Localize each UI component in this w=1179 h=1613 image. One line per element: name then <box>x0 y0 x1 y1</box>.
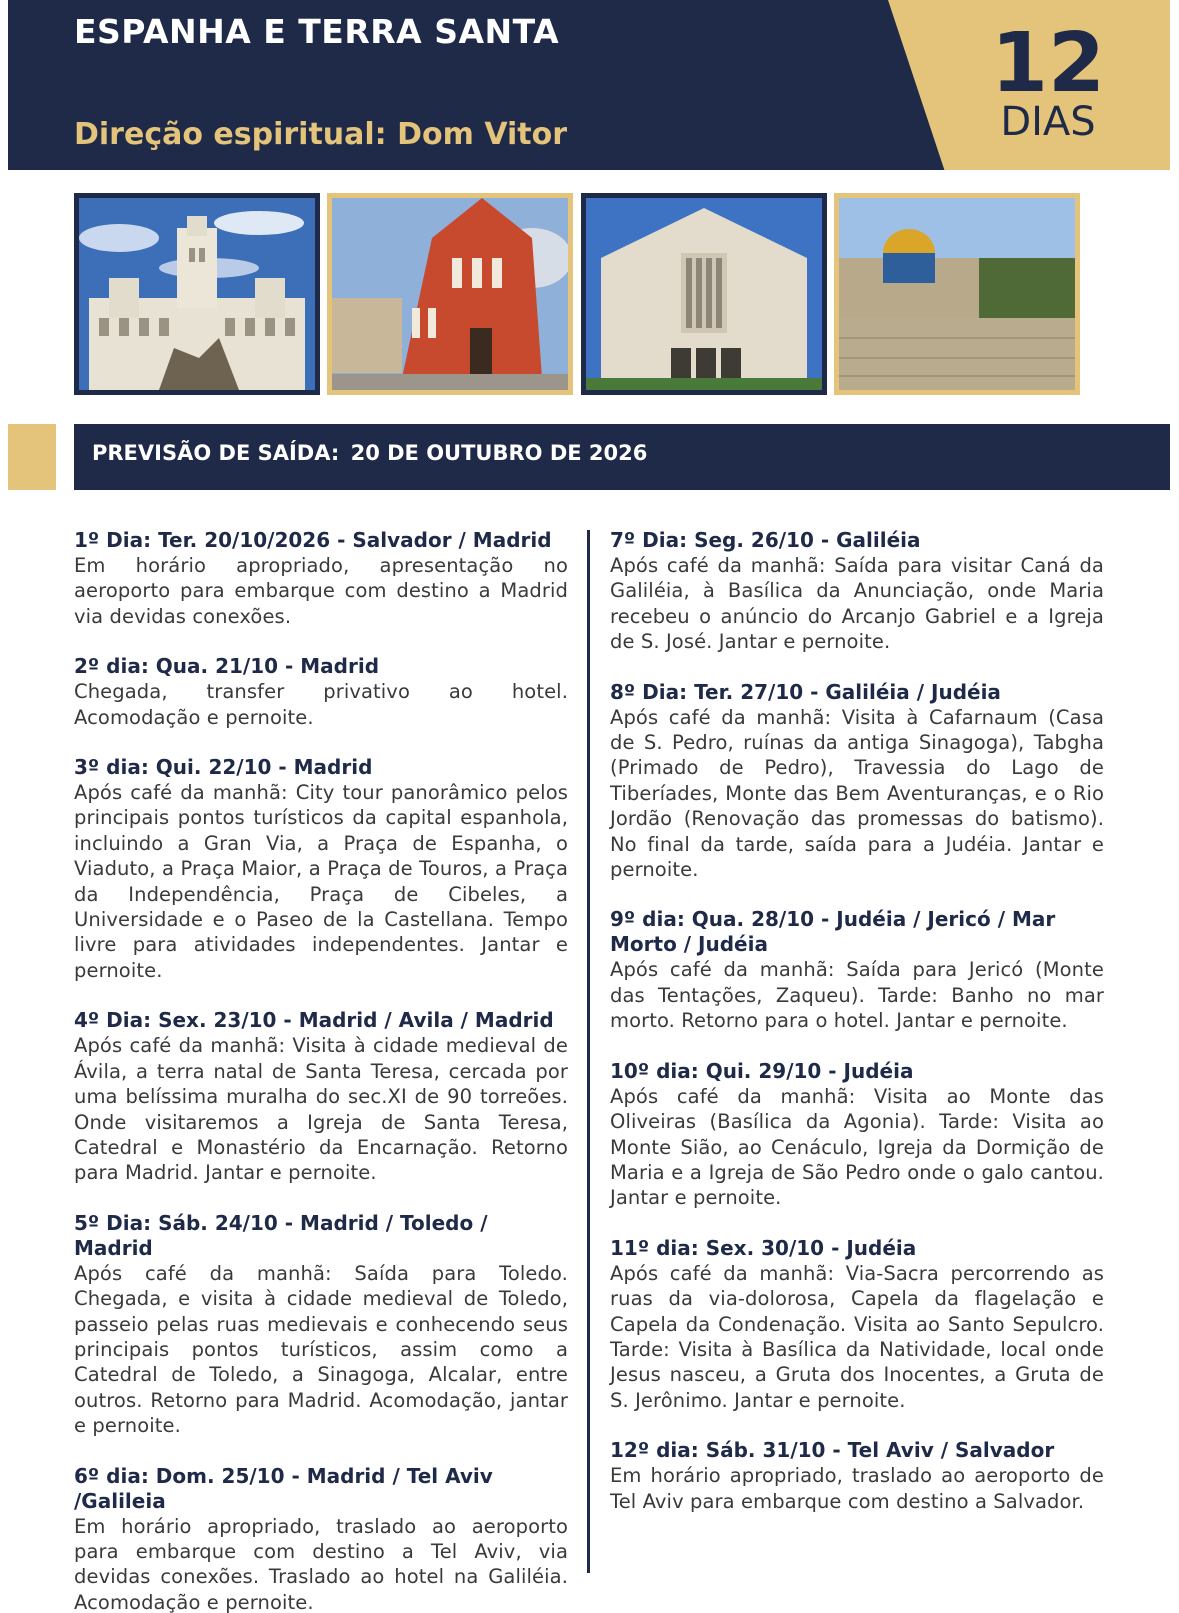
day-heading: 11º dia: Sex. 30/10 - Judéia <box>610 1235 917 1260</box>
day-description: Após café da manhã: City tour panorâmico pelos principais pontos turísticos da capital espanhola, incluindo a Gran Via, a Praça de Espanha, o Viaduto, a Praça Maior, a Praça de Touros, a Praça da Independência, Praça de Cibeles, a Universidade e o Paseo de la Castellana. Tempo livre para atividades independentes. Jantar e pernoite. <box>74 781 568 982</box>
day-description: Em horário apropriado, apresentação no aeroporto para embarque com destino a Madrid via devidas conexões. <box>74 554 568 628</box>
page-title: ESPANHA E TERRA SANTA <box>74 12 560 51</box>
day-description: Após café da manhã: Saída para Jericó (Monte das Tentações, Zaqueu). Tarde: Banho no mar morto. Retorno para o hotel. Jantar e pernoite. <box>610 958 1104 1033</box>
day-4 <box>74 1008 568 1185</box>
day-11 <box>610 1236 1104 1413</box>
day-heading: 4º Dia: Sex. 23/10 - Madrid / Avila / Madrid <box>74 1008 554 1033</box>
day-description: Em horário apropriado, traslado ao aeroporto para embarque com destino a Tel Aviv, via devidas conexões. Traslado ao hotel na Galiléia. Acomodação e pernoite. <box>74 1514 568 1613</box>
day-12 <box>610 1438 1104 1514</box>
day-heading: 8º Dia: Ter. 27/10 - Galiléia / Judéia <box>610 679 1001 704</box>
day-5 <box>74 1211 568 1439</box>
day-10 <box>610 1059 1104 1211</box>
photo-basilica-anunciacao <box>581 193 827 395</box>
departure-label <box>92 441 647 465</box>
day-heading: 5º Dia: Sáb. 24/10 - Madrid / Toledo / Madrid <box>74 1210 488 1260</box>
departure-gold-tab <box>8 424 56 490</box>
day-description: Em horário apropriado, traslado ao aeroporto de Tel Aviv para embarque com destino a Salvador. <box>610 1464 1104 1513</box>
day-9 <box>610 907 1104 1033</box>
basilica-anunciacao-icon <box>586 198 822 390</box>
day-description: Após café da manhã: Via-Sacra percorrendo as ruas da via-dolorosa, Capela da flagelação e Capela da Condenação. Visita ao Santo Sepulcro. Tarde: Visita à Basílica da Natividade, local onde Jesus nasceu, a Gruta dos Inocentes, a Gruta de S. Jerônimo. Jantar e pernoite. <box>610 1261 1104 1412</box>
domo-da-rocha-icon <box>839 198 1075 390</box>
day-8 <box>610 680 1104 883</box>
photo-red-church <box>327 193 573 395</box>
photo-palacio-cibeles <box>74 193 320 395</box>
day-heading: 3º dia: Qui. 22/10 - Madrid <box>74 755 373 780</box>
day-1 <box>74 528 568 629</box>
itinerary-right-column <box>610 528 1104 1539</box>
day-description: Após café da manhã: Saída para Toledo. Chegada, e visita à cidade medieval de Toledo, passeio pelas ruas medievais e conhecendo seus principais pontos turísticos, assim como a Catedral de Toledo, a Sinagoga, Alcalar, entre outros. Retorno para Madrid. Acomodação, jantar e pernoite. <box>74 1261 568 1438</box>
column-divider <box>587 530 590 1573</box>
day-description: Chegada, transfer privativo ao hotel. Acomodação e pernoite. <box>74 680 568 729</box>
days-number: 12 <box>990 16 1106 111</box>
day-heading: 6º dia: Dom. 25/10 - Madrid / Tel Aviv /Galileia <box>74 1463 493 1513</box>
departure-date: 20 DE OUTUBRO DE 2026 <box>350 441 648 465</box>
red-brick-church-icon <box>332 198 568 390</box>
departure-prefix: PREVISÃO DE SAÍDA: <box>92 441 340 465</box>
day-heading: 7º Dia: Seg. 26/10 - Galiléia <box>610 528 921 552</box>
photo-domo-da-rocha <box>834 193 1080 395</box>
itinerary-left-column <box>74 528 568 1613</box>
day-description: Após café da manhã: Visita ao Monte das Oliveiras (Basílica da Agonia). Tarde: Visita ao Monte Sião, ao Cenáculo, Igreja da Dormição de Maria e a Igreja de São Pedro onde o galo cantou. Jantar e pernoite. <box>610 1084 1104 1210</box>
day-heading: 10º dia: Qui. 29/10 - Judéia <box>610 1058 914 1083</box>
day-heading: 9º dia: Qua. 28/10 - Judéia / Jericó / Mar Morto / Judéia <box>610 907 1056 957</box>
day-description: Após café da manhã: Visita à Cafarnaum (Casa de S. Pedro, ruínas da antiga Sinagoga), Tabgha (Primado de Pedro), Travessia do Lago de Tiberíades, Monte das Bem Aventuranças, e o Rio Jordão (Renovação das promessas do batismo). No final da tarde, saída para a Judéia. Jantar e pernoite. <box>610 705 1104 882</box>
days-label: DIAS <box>1000 99 1096 145</box>
day-heading: 12º dia: Sáb. 31/10 - Tel Aviv / Salvador <box>610 1438 1055 1463</box>
day-6 <box>74 1464 568 1613</box>
day-heading: 2º dia: Qua. 21/10 - Madrid <box>74 654 380 679</box>
day-heading: 1º Dia: Ter. 20/10/2026 - Salvador / Madrid <box>74 528 552 552</box>
day-description: Após café da manhã: Visita à cidade medieval de Ávila, a terra natal de Santa Teresa, cercada por uma belíssima muralha do sec.XI de 90 torreões. Onde visitaremos a Igreja de Santa Teresa, Catedral e Monastério da Encarnação. Retorno para Madrid. Jantar e pernoite. <box>74 1034 568 1185</box>
day-2 <box>74 654 568 730</box>
day-7 <box>610 528 1104 655</box>
day-description: Após café da manhã: Saída para visitar Caná da Galiléia, à Basílica da Anunciação, onde Maria recebeu o anúncio do Arcanjo Gabriel e a Igreja de S. José. Jantar e pernoite. <box>610 554 1104 654</box>
day-3 <box>74 755 568 983</box>
page-subtitle: Direção espiritual: Dom Vitor <box>74 117 568 152</box>
palacio-cibeles-madrid-icon <box>79 198 315 390</box>
